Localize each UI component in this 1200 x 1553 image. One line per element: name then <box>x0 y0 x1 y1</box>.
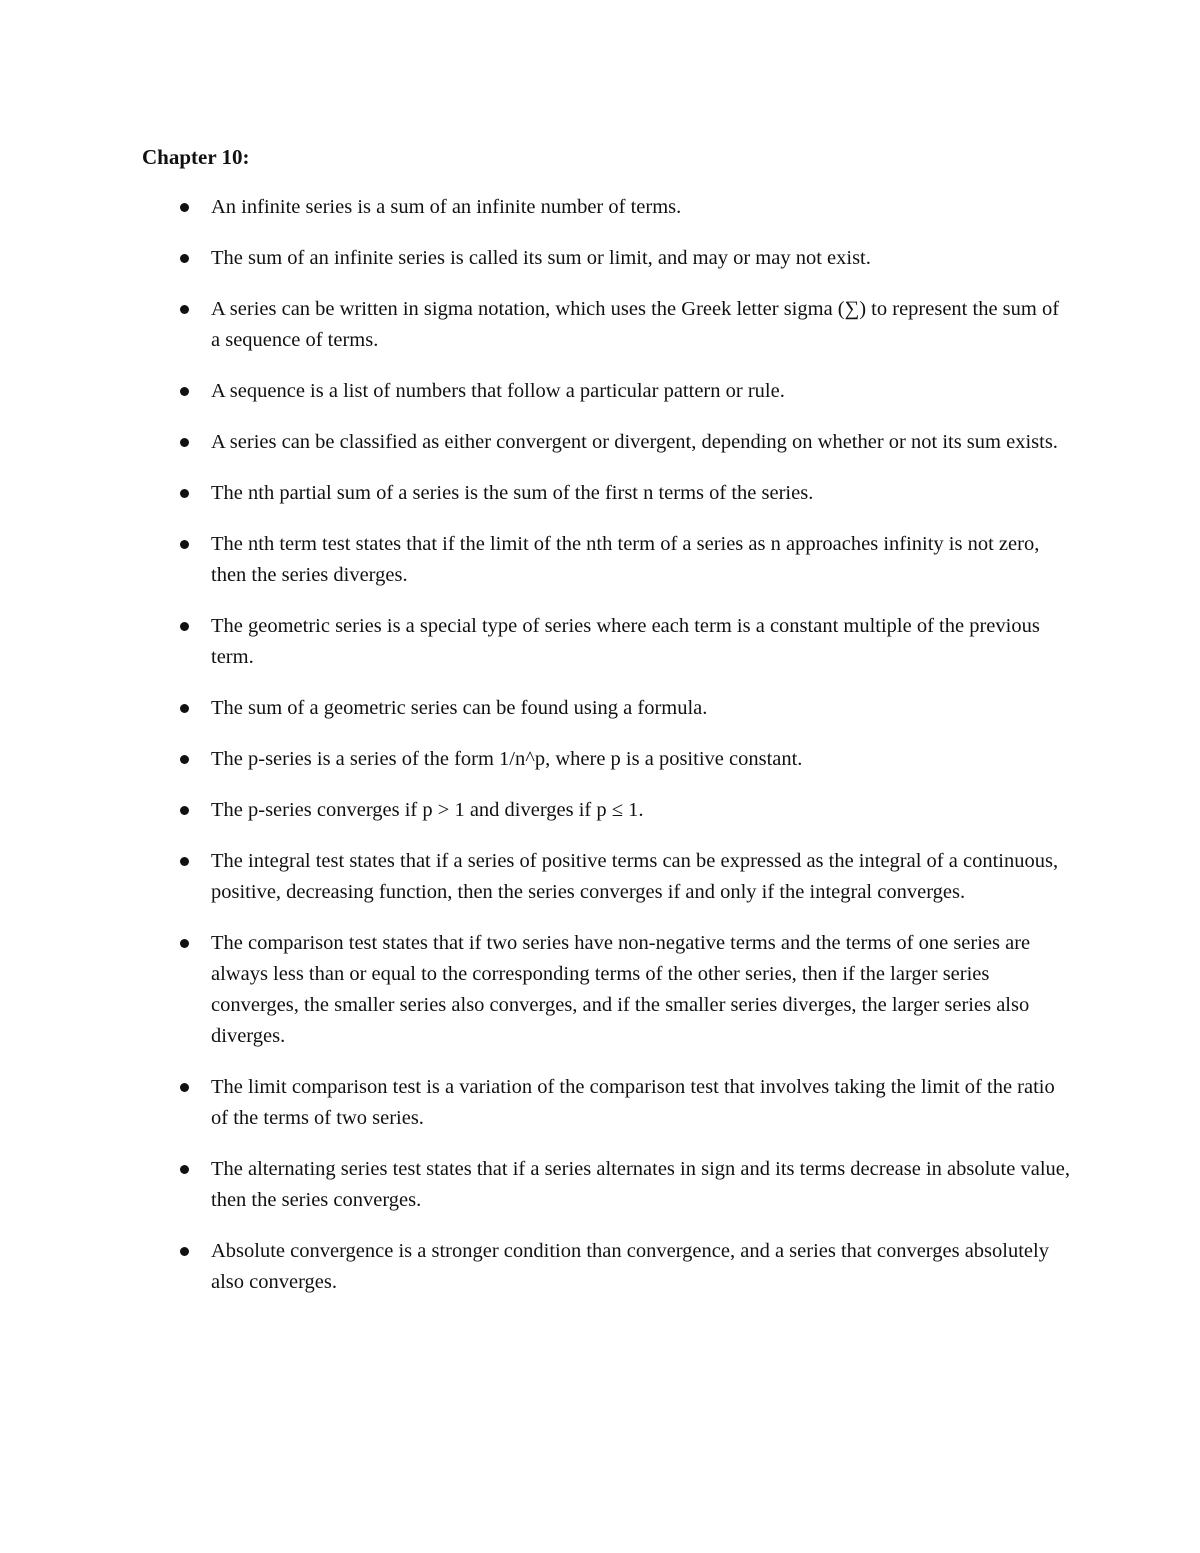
list-item-text: The nth term test states that if the limit of the nth term of a series as n approaches infinity is not zero, then the series diverges. <box>211 533 1040 586</box>
list-item <box>142 478 1072 509</box>
bullet-dot-icon <box>180 1247 189 1256</box>
list-item <box>142 243 1072 274</box>
bullet-dot-icon <box>180 857 189 866</box>
bullet-dot-icon <box>180 438 189 447</box>
bullet-dot-icon <box>180 540 189 549</box>
list-item-text: The geometric series is a special type of series where each term is a constant multiple of the previous term. <box>211 615 1040 668</box>
bullet-dot-icon <box>180 489 189 498</box>
list-item-text: The p-series is a series of the form 1/n^p, where p is a positive constant. <box>211 748 803 770</box>
bullet-dot-icon <box>180 755 189 764</box>
list-item-text: An infinite series is a sum of an infinite number of terms. <box>211 196 682 218</box>
list-item-text: The comparison test states that if two series have non-negative terms and the terms of one series are always less than or equal to the corresponding terms of the other series, then if the larger series converges, the smaller series also converges, and if the smaller series diverges, the larger series also diverges. <box>211 932 1031 1047</box>
list-item <box>142 928 1072 1052</box>
list-item-text: Absolute convergence is a stronger condition than convergence, and a series that converges absolutely also converges. <box>211 1240 1049 1293</box>
bullet-list <box>142 192 1072 1318</box>
list-item-text: A series can be written in sigma notation, which uses the Greek letter sigma (∑) to represent the sum of a sequence of terms. <box>211 298 1060 351</box>
chapter-heading: Chapter 10: <box>142 145 250 169</box>
list-item <box>142 1154 1072 1216</box>
bullet-dot-icon <box>180 939 189 948</box>
list-item <box>142 1236 1072 1298</box>
list-item <box>142 1072 1072 1134</box>
list-item-text: The p-series converges if p > 1 and diverges if p ≤ 1. <box>211 799 644 821</box>
list-item-text: A series can be classified as either convergent or divergent, depending on whether or not its sum exists. <box>211 431 1058 453</box>
bullet-dot-icon <box>180 704 189 713</box>
list-item <box>142 846 1072 908</box>
list-item-text: The sum of an infinite series is called its sum or limit, and may or may not exist. <box>211 247 871 269</box>
list-item <box>142 376 1072 407</box>
bullet-dot-icon <box>180 254 189 263</box>
list-item <box>142 795 1072 826</box>
list-item <box>142 427 1072 458</box>
list-item <box>142 192 1072 223</box>
list-item <box>142 294 1072 356</box>
bullet-dot-icon <box>180 1083 189 1092</box>
bullet-dot-icon <box>180 203 189 212</box>
list-item-text: A sequence is a list of numbers that follow a particular pattern or rule. <box>211 380 785 402</box>
bullet-dot-icon <box>180 387 189 396</box>
list-item-text: The limit comparison test is a variation of the comparison test that involves taking the limit of the ratio of the terms of two series. <box>211 1076 1055 1129</box>
list-item-text: The alternating series test states that if a series alternates in sign and its terms decrease in absolute value, then the series converges. <box>211 1158 1070 1211</box>
bullet-dot-icon <box>180 305 189 314</box>
bullet-dot-icon <box>180 806 189 815</box>
list-item <box>142 693 1072 724</box>
list-item <box>142 611 1072 673</box>
list-item <box>142 744 1072 775</box>
bullet-dot-icon <box>180 1165 189 1174</box>
list-item-text: The nth partial sum of a series is the sum of the first n terms of the series. <box>211 482 814 504</box>
list-item-text: The sum of a geometric series can be found using a formula. <box>211 697 708 719</box>
bullet-dot-icon <box>180 622 189 631</box>
list-item <box>142 529 1072 591</box>
list-item-text: The integral test states that if a series of positive terms can be expressed as the integral of a continuous, positive, decreasing function, then the series converges if and only if the integral converges. <box>211 850 1059 903</box>
